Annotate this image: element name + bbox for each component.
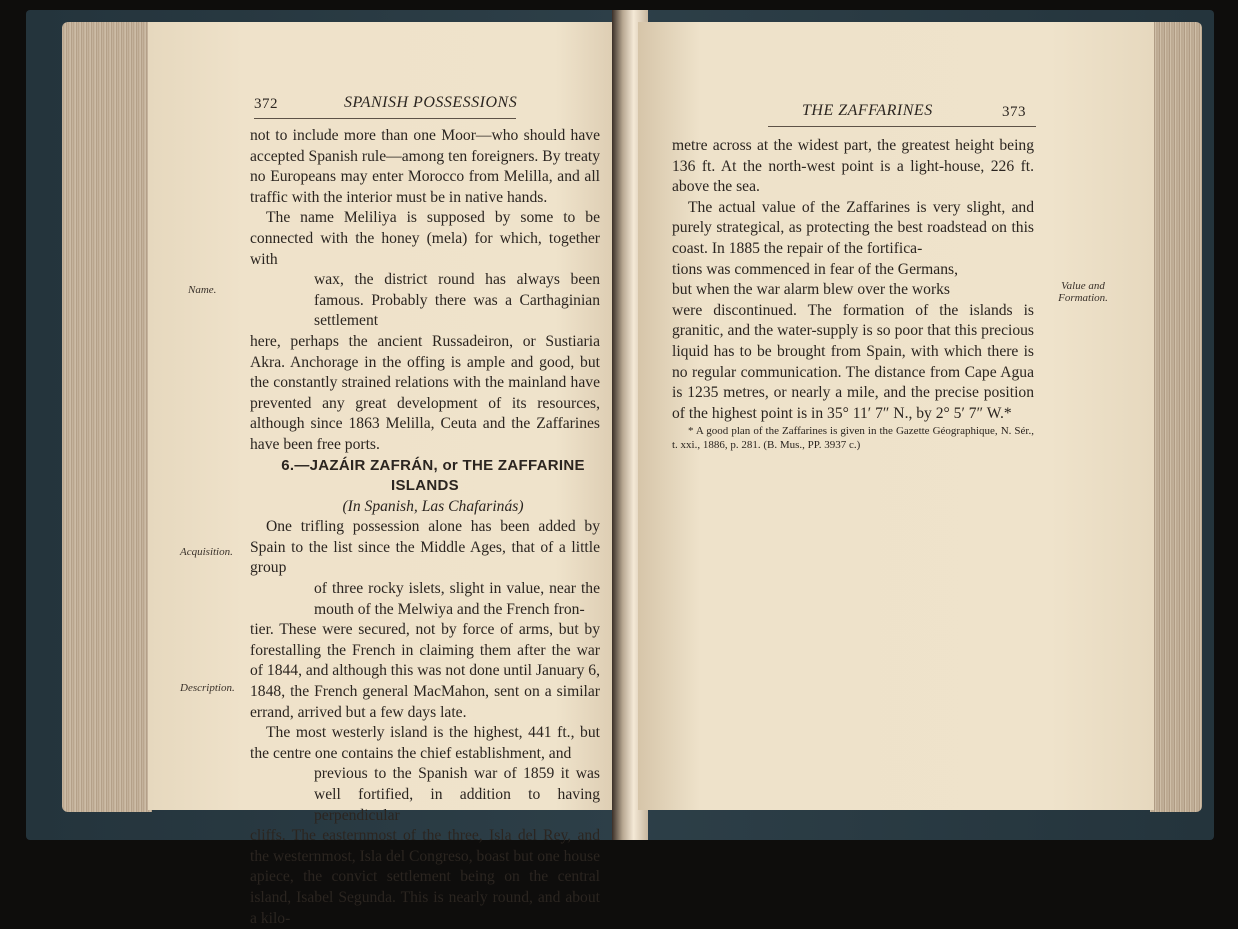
- footnote: * A good plan of the Zaffarines is given in the Gazette Géographique, N. Sér., t. xxi., 1886, p. 281. (B. Mus., PP. 3937 c.): [672, 425, 1034, 452]
- paragraph: tier. These were secured, not by force of arms, but by forestalling the French in claiming them after the war of 1844, and although this was not done until January 6, 1848, the French general MacMahon, sent on a similar errand, arrived but a few days late.: [250, 621, 600, 721]
- page-edges-left: [62, 22, 152, 812]
- left-text-column: [250, 126, 600, 929]
- left-page: [148, 22, 628, 927]
- section-heading: 6.—JAZÁIR ZAFRÁN, or THE ZAFFARINE ISLANDS: [281, 456, 585, 495]
- paragraph: metre across at the widest part, the greatest height being 136 ft. At the north-west point is a light-house, 226 ft. above the sea.: [672, 137, 1034, 196]
- paragraph: cliffs. The easternmost of the three, Isla del Rey, and the westernmost, Isla del Congreso, boast but one house apiece, the convict settlement being on the central island, Isabel Segunda. This is nearly round, and about a kilo-: [250, 827, 600, 927]
- paragraph: of three rocky islets, slight in value, near the mouth of the Melwiya and the French fron-: [314, 580, 600, 618]
- paragraph: were discontinued. The formation of the islands is granitic, and the water-supply is so poor that this precious liquid has to be brought from Spain, with which there is no regular communication. The distance from Cape Agua is 1235 metres, or nearly a mile, and the precise position of the highest point is in 35° 11′ 7″ N., by 2° 5′ 7″ W.*: [672, 301, 1034, 422]
- paragraph: not to include more than one Moor—who should have accepted Spanish rule—among ten foreigners. By treaty no Europeans may enter Morocco from Melilla, and all traffic with the interior must be in native hands.: [250, 127, 600, 206]
- side-note-value-formation: Value and Formation.: [1058, 280, 1108, 304]
- paragraph: The name Meliliya is supposed by some to be connected with the honey (mela) for which, together with: [250, 209, 600, 268]
- paragraph: here, perhaps the ancient Russadeiron, or Sustiaria Akra. Anchorage in the offing is ample and good, but the constantly strained relations with the mainland have prevented any great development of its resources, although since 1863 Melilla, Ceuta and the Zaffarines have been free ports.: [250, 332, 600, 453]
- left-running-head: [254, 94, 614, 124]
- left-running-title: SPANISH POSSESSIONS: [344, 94, 518, 111]
- right-page: [638, 22, 1154, 810]
- paragraph: wax, the district round has always been famous. Probably there was a Carthaginian settlement: [314, 271, 600, 330]
- right-running-title: THE ZAFFARINES: [802, 102, 933, 119]
- paragraph: tions was commenced in fear of the Germans, but when the war alarm blew over the works: [672, 260, 958, 299]
- right-running-head: [672, 102, 1036, 132]
- side-note-name: Name.: [188, 284, 217, 296]
- right-text-column: [672, 136, 1034, 452]
- paragraph: The most westerly island is the highest, 441 ft., but the centre one contains the chief establishment, and: [250, 724, 600, 762]
- left-head-rule: [254, 118, 516, 119]
- left-page-number: 372: [254, 96, 278, 112]
- right-head-rule: [768, 126, 1036, 127]
- paragraph: The actual value of the Zaffarines is very slight, and purely strategical, as protecting the best roadstead on this coast. In 1885 the repair of the fortifica-: [672, 198, 1034, 257]
- side-note-acquisition: Acquisition.: [180, 546, 233, 558]
- paragraph: previous to the Spanish war of 1859 it was well fortified, in addition to having perpendicular: [314, 765, 600, 824]
- section-subheading: (In Spanish, Las Chafarinás): [342, 497, 524, 515]
- paragraph: One trifling possession alone has been added by Spain to the list since the Middle Ages, that of a little group: [250, 518, 600, 577]
- page-edges-right: [1150, 22, 1202, 812]
- side-note-description: Description.: [180, 682, 235, 694]
- right-page-number: 373: [1002, 104, 1026, 120]
